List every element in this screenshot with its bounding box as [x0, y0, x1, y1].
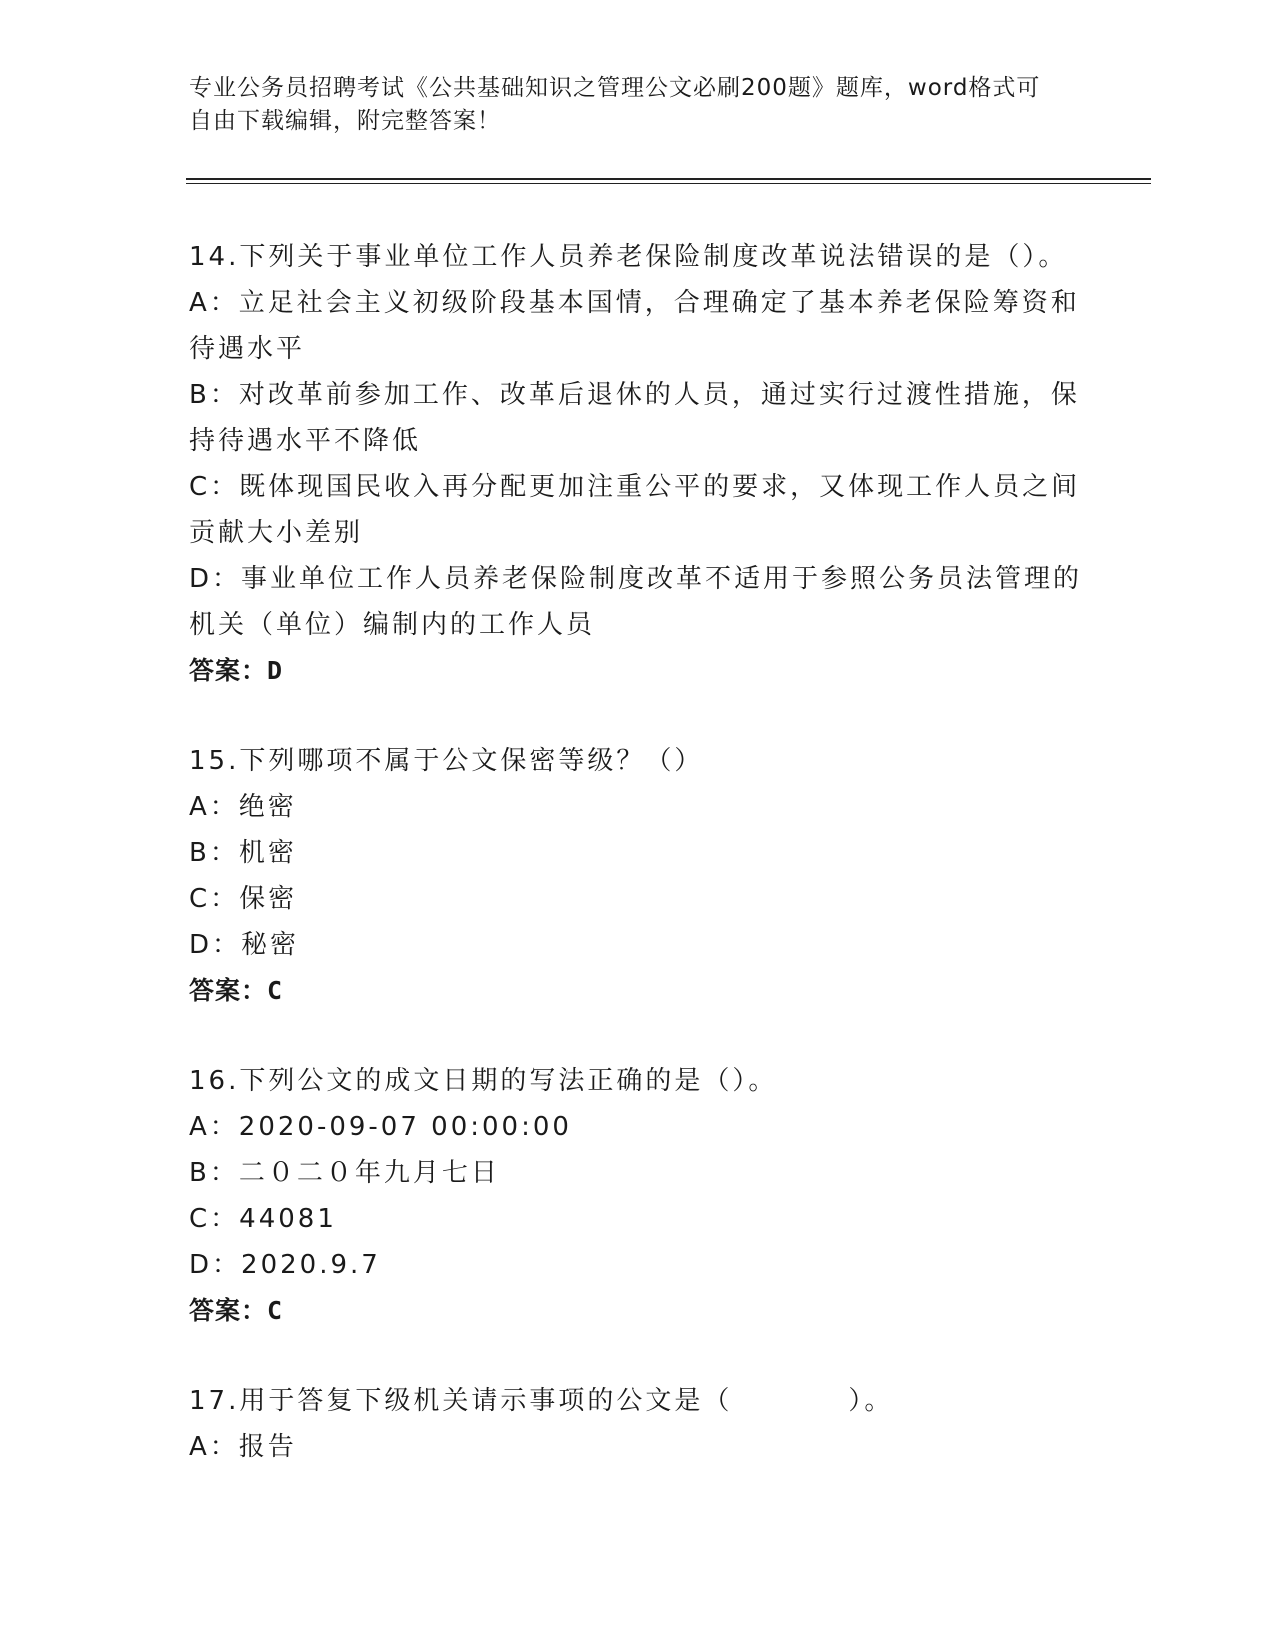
option-c: C：44081 [189, 1204, 337, 1234]
option-a: A：2020-09-07 00:00:00 [189, 1112, 572, 1142]
question-15 [189, 738, 1089, 1014]
question-stem: 17.用于答复下级机关请示事项的公文是（ ）。 [189, 1386, 894, 1416]
option-d: D：事业单位工作人员养老保险制度改革不适用于参照公务员法管理的机关（单位）编制内的工作人员 [189, 564, 1083, 640]
header-divider-thick [186, 178, 1151, 180]
document-header [189, 72, 1069, 138]
answer: 答案：C [189, 976, 284, 1005]
question-list [189, 234, 1089, 1514]
question-14 [189, 234, 1089, 694]
option-b: B：二０二０年九月七日 [189, 1158, 500, 1188]
option-b: B：对改革前参加工作、改革后退休的人员，通过实行过渡性措施，保持待遇水平不降低 [189, 380, 1080, 456]
option-a: A：立足社会主义初级阶段基本国情，合理确定了基本养老保险筹资和待遇水平 [189, 288, 1080, 364]
answer: 答案：C [189, 1296, 284, 1325]
question-stem: 15.下列哪项不属于公文保密等级？（） [189, 746, 704, 776]
question-stem: 16.下列公文的成文日期的写法正确的是（）。 [189, 1066, 778, 1096]
answer: 答案：D [189, 656, 284, 685]
question-17 [189, 1378, 1089, 1470]
option-b: B：机密 [189, 838, 297, 868]
header-divider-thin [186, 183, 1151, 184]
header-line-1: 专业公务员招聘考试《公共基础知识之管理公文必刷200题》题库，word格式可 [189, 75, 1041, 101]
question-stem: 14.下列关于事业单位工作人员养老保险制度改革说法错误的是（）。 [189, 242, 1068, 272]
header-line-2: 自由下载编辑，附完整答案！ [189, 108, 501, 134]
option-a: A：报告 [189, 1432, 297, 1462]
question-16 [189, 1058, 1089, 1334]
option-d: D：2020.9.7 [189, 1250, 381, 1280]
option-c: C：保密 [189, 884, 298, 914]
option-a: A：绝密 [189, 792, 297, 822]
option-d: D：秘密 [189, 930, 300, 960]
option-c: C：既体现国民收入再分配更加注重公平的要求，又体现工作人员之间贡献大小差别 [189, 472, 1081, 548]
